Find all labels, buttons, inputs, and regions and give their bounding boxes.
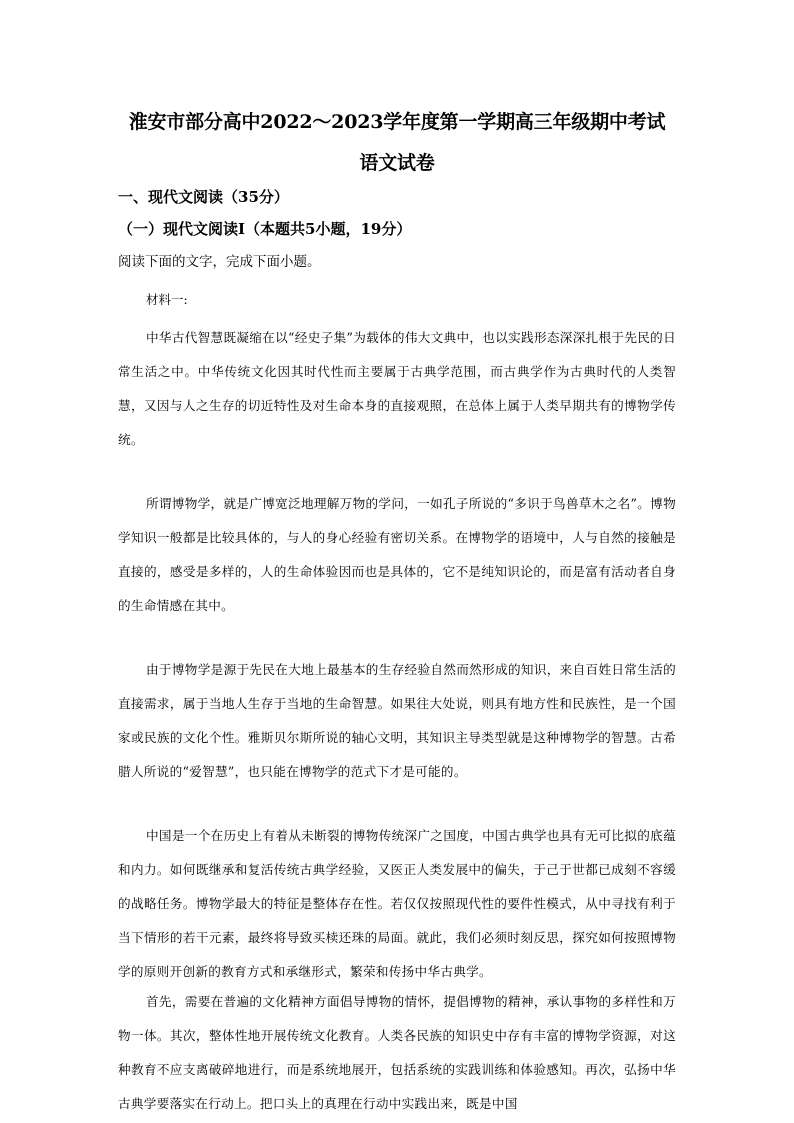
exam-subtitle: 语文试卷: [359, 152, 435, 174]
subsection-heading: （一）现代文阅读Ⅰ（本题共5小题，19分）: [118, 220, 412, 238]
paragraph-2: 所谓博物学，就是广博宽泛地理解万物的学问，一如孔子所说的“多识于鸟兽草木之名”。博物学知识一般都是比较具体的，与人的身心经验有密切关系。在博物学的语境中，人与自然的接触是直接的，感受是多样的，人的生命体验因而也是具体的，它不是纯知识论的，而是富有活动者自身的生命情感在其中。: [118, 496, 676, 613]
section-heading: 一、现代文阅读（35分）: [118, 188, 289, 206]
material-label: 材料一:: [146, 292, 188, 307]
paragraph-3: 由于博物学是源于先民在大地上最基本的生存经验自然而然形成的知识，来自百姓日常生活的直接需求，属于当地人生存于当地的生命智慧。如果往大处说，则具有地方性和民族性，是一个国家或民族的文化个性。雅斯贝尔斯所说的轴心文明，其知识主导类型就是这种博物学的智慧。古希腊人所说的“爱智慧”，也只能在博物学的范式下才是可能的。: [118, 662, 676, 779]
paragraph-1: 中华古代智慧既凝缩在以“经史子集”为载体的伟大文典中，也以实践形态深深扎根于先民的日常生活之中。中华传统文化因其时代性而主要属于古典学范围，而古典学作为古典时代的人类智慧，又因与人之生存的切近特性及对生命本身的直接观照，在总体上属于人类早期共有的博物学传统。: [118, 330, 676, 447]
instruction-text: 阅读下面的文字，完成下面小题。: [118, 254, 321, 270]
paragraph-5: 首先，需要在普遍的文化精神方面倡导博物的情怀，提倡博物的精神，承认事物的多样性和万物一体。其次，整体性地开展传统文化教育。人类各民族的知识史中存有丰富的博物学资源，对这种教育不应支离破碎地进行，而是系统地展开，包括系统的实践训练和体验感知。再次，弘扬中华古典学要落实在行动上。把口头上的真理在行动中实践出来，既是中国: [118, 994, 676, 1111]
paragraph-4: 中国是一个在历史上有着从未断裂的博物传统深广之国度，中国古典学也具有无可比拟的底蕴和内力。如何既继承和复活传统古典学经验，又医正人类发展中的偏失，于己于世都已成刻不容缓的战略任务。博物学最大的特征是整体存在性。若仅仅按照现代性的要件性模式，从中寻找有利于当下情形的若干元素，最终将导致买椟还珠的局面。就此，我们必须时刻反思，探究如何按照博物学的原则开创新的教育方式和承继形式，繁荣和传扬中华古典学。: [118, 828, 676, 979]
exam-title: 淮安市部分高中2022～2023学年度第一学期高三年级期中考试: [128, 111, 666, 133]
